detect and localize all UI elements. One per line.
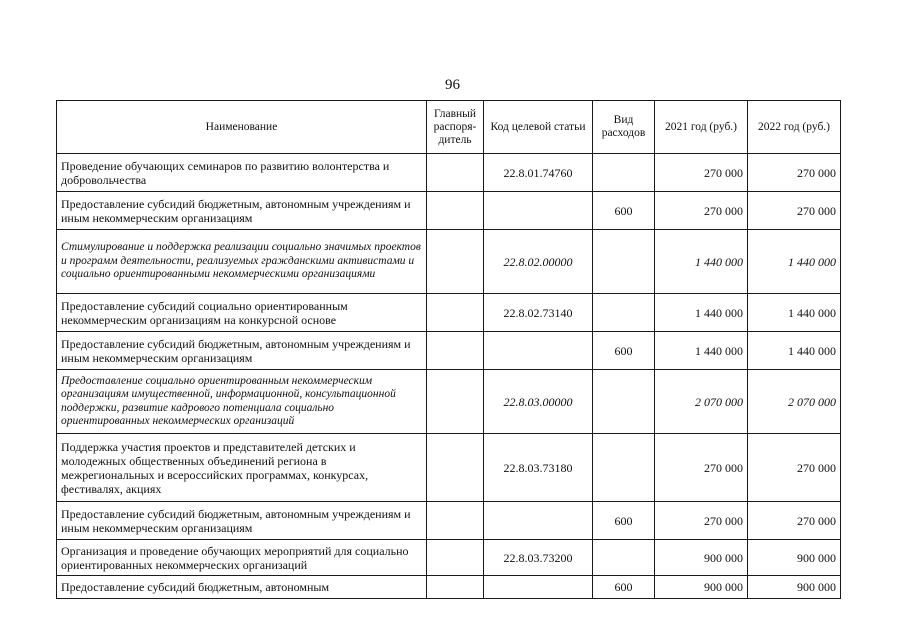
header-kind: Вид расходов [593,101,655,154]
table-row [57,434,841,502]
row-2021: 1 440 000 [655,332,748,370]
row-manager [427,230,484,294]
header-2021: 2021 год (руб.) [655,101,748,154]
table-body [57,154,841,599]
table-row [57,370,841,434]
budget-table [56,100,841,599]
row-2022: 270 000 [748,192,841,230]
table-row [57,192,841,230]
row-kind: 600 [593,192,655,230]
header-manager: Главный распоря- дитель [427,101,484,154]
page-number: 96 [445,77,460,93]
row-code [484,502,593,540]
row-kind: 600 [593,332,655,370]
row-code [484,576,593,599]
row-manager [427,434,484,502]
row-2022: 270 000 [748,434,841,502]
row-name: Предоставление субсидий социально ориентированным некоммерческим организациям на конкурсной основе [57,294,427,332]
row-name: Предоставление субсидий бюджетным, автономным [57,576,427,599]
row-kind [593,230,655,294]
row-manager [427,332,484,370]
header-code: Код целевой статьи [484,101,593,154]
row-2022: 900 000 [748,540,841,576]
row-manager [427,540,484,576]
row-manager [427,576,484,599]
row-code: 22.8.01.74760 [484,154,593,192]
row-2022: 2 070 000 [748,370,841,434]
row-name: Проведение обучающих семинаров по развитию волонтерства и добровольчества [57,154,427,192]
table-row [57,294,841,332]
row-2022: 270 000 [748,154,841,192]
table-row [57,332,841,370]
row-name: Поддержка участия проектов и представителей детских и молодежных общественных объединений региона в межрегиональных и всероссийских программах, конкурсах, фестивалях, акциях [57,434,427,502]
table-row [57,502,841,540]
row-kind: 600 [593,502,655,540]
table-row [57,540,841,576]
row-code: 22.8.03.00000 [484,370,593,434]
row-kind [593,294,655,332]
row-name: Предоставление субсидий бюджетным, автономным учреждениям и иным некоммерческим организациям [57,192,427,230]
row-2022: 1 440 000 [748,332,841,370]
row-name: Стимулирование и поддержка реализации социально значимых проектов и программ деятельности, реализуемых гражданскими активистами и социально ориентированными некоммерческими организациями [57,230,427,294]
row-name: Организация и проведение обучающих мероприятий для социально ориентированных некоммерческих организаций [57,540,427,576]
header-name: Наименование [57,101,427,154]
row-name: Предоставление социально ориентированным некоммерческим организациям имущественной, информационной, консультационной поддержки, развитие кадрового потенциала социально ориентированных некоммерческих организаций [57,370,427,434]
row-2021: 2 070 000 [655,370,748,434]
row-2021: 270 000 [655,434,748,502]
row-manager [427,502,484,540]
row-code: 22.8.03.73180 [484,434,593,502]
table-row [57,154,841,192]
row-manager [427,154,484,192]
row-2022: 1 440 000 [748,294,841,332]
table-row [57,576,841,599]
row-code: 22.8.03.73200 [484,540,593,576]
row-2021: 900 000 [655,576,748,599]
row-kind [593,154,655,192]
row-kind: 600 [593,576,655,599]
row-2021: 270 000 [655,192,748,230]
row-2021: 900 000 [655,540,748,576]
row-2021: 1 440 000 [655,230,748,294]
row-code [484,192,593,230]
row-2021: 270 000 [655,502,748,540]
row-name: Предоставление субсидий бюджетным, автономным учреждениям и иным некоммерческим организациям [57,332,427,370]
row-2021: 1 440 000 [655,294,748,332]
row-kind [593,540,655,576]
row-2021: 270 000 [655,154,748,192]
row-code: 22.8.02.73140 [484,294,593,332]
row-2022: 270 000 [748,502,841,540]
header-2022: 2022 год (руб.) [748,101,841,154]
row-code [484,332,593,370]
row-kind [593,370,655,434]
row-name: Предоставление субсидий бюджетным, автономным учреждениям и иным некоммерческим организациям [57,502,427,540]
row-2022: 1 440 000 [748,230,841,294]
row-2022: 900 000 [748,576,841,599]
row-code: 22.8.02.00000 [484,230,593,294]
row-manager [427,370,484,434]
table-row [57,230,841,294]
row-kind [593,434,655,502]
table-header-row [57,101,841,154]
row-manager [427,192,484,230]
row-manager [427,294,484,332]
